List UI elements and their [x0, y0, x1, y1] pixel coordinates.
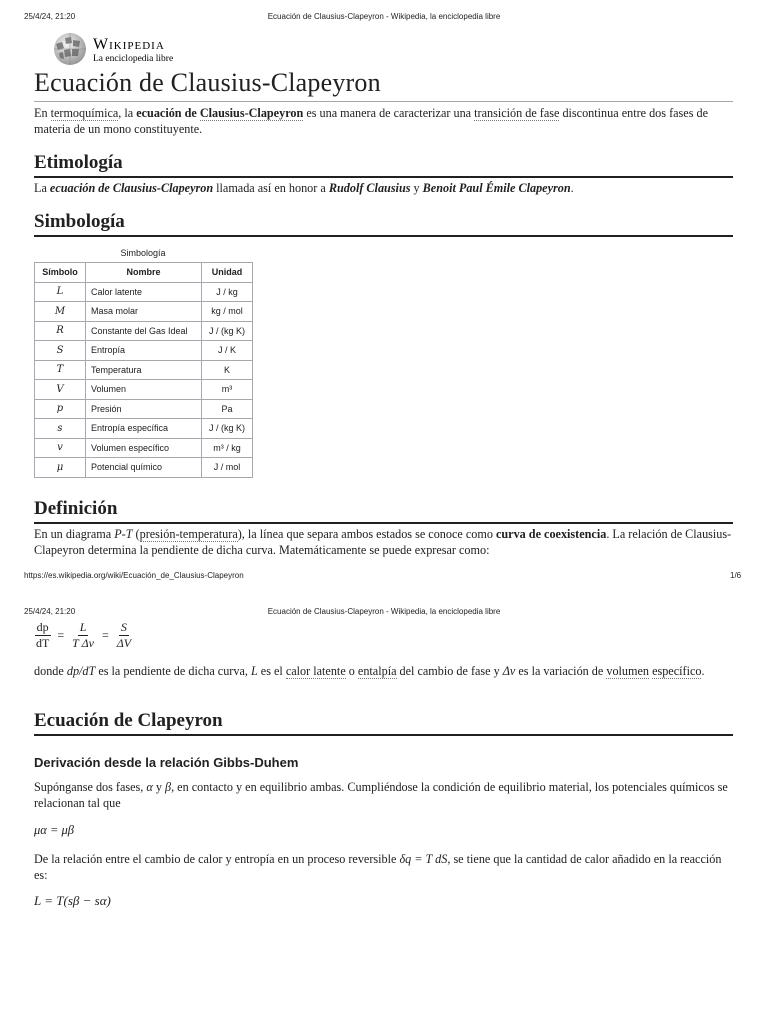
name-cell: Presión — [86, 399, 202, 419]
section-rule — [34, 734, 733, 736]
table-row — [35, 282, 253, 302]
table-caption: Simbología — [120, 248, 166, 258]
section-heading-etimologia: Etimología — [34, 152, 123, 173]
unit-cell: kg / mol — [202, 302, 253, 322]
name-cell: Entropía — [86, 341, 202, 361]
link-calor-latente[interactable]: calor latente — [285, 664, 346, 678]
symbol-cell: μ — [35, 458, 86, 478]
column-header: Unidad — [202, 263, 253, 283]
name-cell: Volumen — [86, 380, 202, 400]
wikipedia-globe-logo-icon[interactable] — [52, 32, 88, 66]
unit-cell: Pa — [202, 399, 253, 419]
table-row — [35, 302, 253, 322]
simbologia-table — [34, 262, 253, 478]
name-cell: Constante del Gas Ideal — [86, 321, 202, 341]
latent-heat-equation: L = T(sβ − sα) — [34, 893, 111, 908]
print-date: 25/4/24, 21:20 — [24, 607, 76, 616]
print-page-number: 1/6 — [730, 571, 742, 580]
name-cell: Calor latente — [86, 282, 202, 302]
symbol-cell: R — [35, 321, 86, 341]
section-rule — [34, 522, 733, 524]
name-cell: Volumen específico — [86, 438, 202, 458]
unit-cell: J / (kg K) — [202, 321, 253, 341]
symbol-cell: M — [35, 302, 86, 322]
table-row — [35, 341, 253, 361]
unit-cell: m³ / kg — [202, 438, 253, 458]
calor-paragraph: De la relación entre el cambio de calor y entropía en un proceso reversible δq = T dS, se tiene que la cantidad de calor añadido en la reacción es: — [34, 852, 722, 882]
table-header-row — [35, 263, 253, 283]
etimologia-paragraph: La ecuación de Clausius-Clapeyron llamada así en honor a Rudolf Clausius y Benoit Paul Émile Clapeyron. — [34, 181, 574, 195]
symbol-cell: L — [35, 282, 86, 302]
symbol-cell: p — [35, 399, 86, 419]
column-header: Símbolo — [35, 263, 86, 283]
print-date: 25/4/24, 21:20 — [24, 12, 76, 21]
table-row — [35, 360, 253, 380]
link-especifico[interactable]: específico — [652, 664, 702, 678]
name-cell: Entropía específica — [86, 419, 202, 439]
name-cell: Temperatura — [86, 360, 202, 380]
unit-cell: J / (kg K) — [202, 419, 253, 439]
wikipedia-wordmark[interactable]: Wikipedia — [93, 36, 165, 53]
symbol-cell: T — [35, 360, 86, 380]
symbol-cell: V — [35, 380, 86, 400]
table-row — [35, 438, 253, 458]
title-rule — [34, 101, 733, 102]
table-row — [35, 399, 253, 419]
page-title: Ecuación de Clausius-Clapeyron — [34, 68, 381, 97]
fases-paragraph: Supónganse dos fases, α y β, en contacto y en equilibrio ambas. Cumpliéndose la condición de equilibrio material, los potenciales químicos se relacionan tal que — [34, 780, 728, 810]
unit-cell: J / kg — [202, 282, 253, 302]
table-row — [35, 380, 253, 400]
unit-cell: J / K — [202, 341, 253, 361]
name-cell: Potencial químico — [86, 458, 202, 478]
symbol-cell: s — [35, 419, 86, 439]
link-entalpia[interactable]: entalpía — [357, 664, 397, 678]
clausius-clapeyron-equation: $\frac{dp}{dT}$ = $\frac{L}{\text{T Δv}}$ = $\frac{S}{\Delta V}$ — [36, 620, 132, 650]
link-volumen[interactable]: volumen — [606, 664, 650, 678]
donde-paragraph: donde dp/dT es la pendiente de dicha curva, L es el calor latente o entalpía del cambio de fase y Δv es la variación de volumen específico. — [34, 664, 705, 678]
unit-cell: m³ — [202, 380, 253, 400]
equilibrium-equation: μα = μβ — [34, 823, 75, 837]
section-heading-definicion: Definición — [34, 498, 118, 519]
section-rule — [34, 176, 733, 178]
table-row — [35, 458, 253, 478]
column-header: Nombre — [86, 263, 202, 283]
section-heading-clapeyron: Ecuación de Clapeyron — [34, 710, 223, 731]
link-clausius-clapeyron[interactable]: Clausius-Clapeyron — [199, 106, 304, 120]
wikipedia-tagline: La enciclopedia libre — [93, 54, 174, 64]
print-url: https://es.wikipedia.org/wiki/Ecuación_de_Clausius-Clapeyron — [24, 571, 244, 580]
definicion-paragraph: En un diagrama P-T (presión-temperatura), la línea que separa ambos estados se conoce como curva de coexistencia. La relación de Clausius-Clapeyron determina la pendiente de dicha curva. Matemáticamente se puede expresar como: — [34, 527, 732, 557]
name-cell: Masa molar — [86, 302, 202, 322]
print-title: Ecuación de Clausius-Clapeyron - Wikipedia, la enciclopedia libre — [267, 607, 501, 616]
subheading-gibbs-duhem: Derivación desde la relación Gibbs-Duhem — [34, 755, 299, 770]
section-rule — [34, 235, 733, 237]
section-heading-simbologia: Simbología — [34, 211, 125, 232]
symbol-cell: S — [35, 341, 86, 361]
link-transicion-de-fase[interactable]: transición de fase — [474, 106, 560, 120]
table-row — [35, 321, 253, 341]
link-termoquimica[interactable]: termoquímica — [50, 106, 119, 120]
unit-cell: K — [202, 360, 253, 380]
table-row — [35, 419, 253, 439]
symbol-cell: v — [35, 438, 86, 458]
intro-paragraph: En termoquímica, la ecuación de Clausius-Clapeyron es una manera de caracterizar una transición de fase discontinua entre dos fases de materia de un mono constituyente. — [34, 106, 708, 136]
print-title: Ecuación de Clausius-Clapeyron - Wikipedia, la enciclopedia libre — [267, 12, 501, 21]
link-presion-temperatura[interactable]: presión-temperatura — [139, 527, 238, 541]
unit-cell: J / mol — [202, 458, 253, 478]
